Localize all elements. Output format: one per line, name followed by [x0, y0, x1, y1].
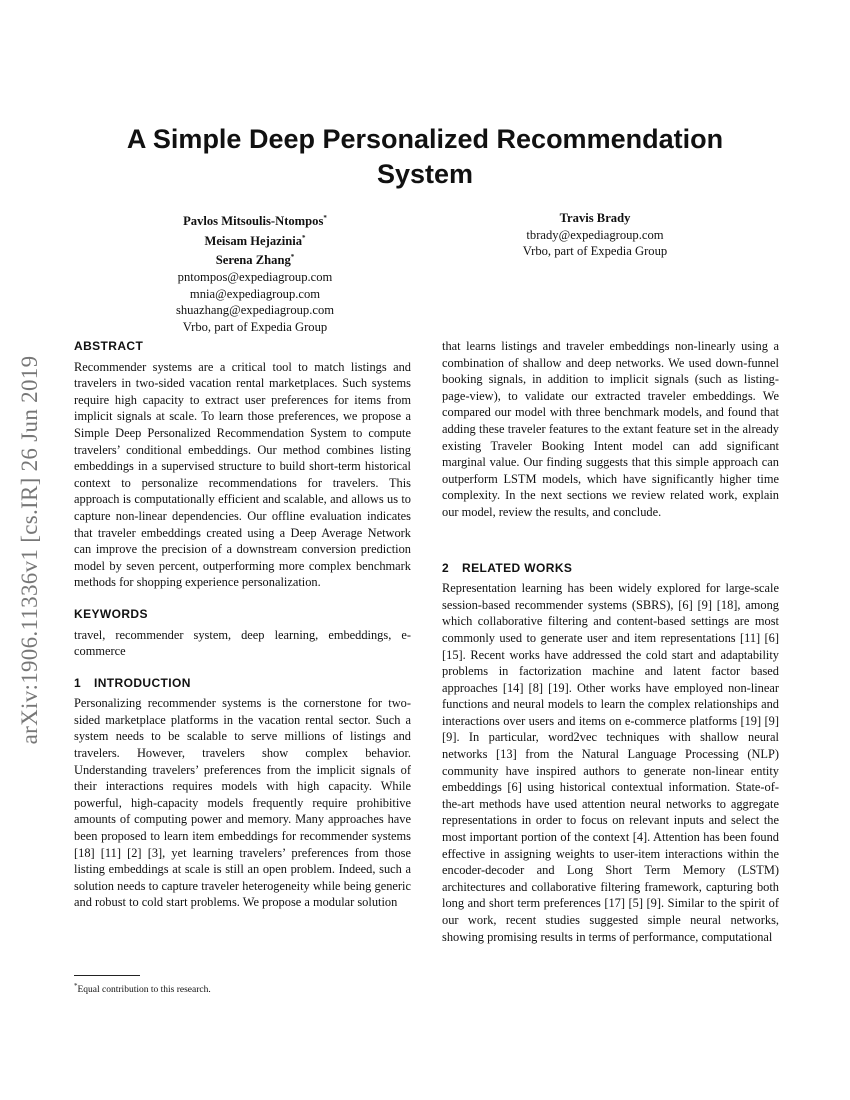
related-works-text: Representation learning has been widely explored for large-scale session-based recommender systems (SBRS), [6] [9] [18], among which collaborative filtering and content-based settings are most commonly used to generate user and item representations [11] [6] [15]. Recent works have addressed the cold start and adaptability problems in factorization machine and latent factor based approaches [14] [8] [19]. Other works have employed non-linear functions and neural models to learn the complex relationships and interactions over users and items on e-commerce platforms [19] [9] [9]. In particular, word2vec techniques with shallow neural networks [13] from the Natural Language Processing (NLP) community have inspired authors to generate non-linear entity embeddings [6] using historical contextual information. State-of-the-art methods have used attention neural networks to aggregate representations in order to focus on relevant inputs and select the most important portion of the context [4]. Attention has been found effective in assigning weights to user-item interactions within the encoder-decoder and Long Short Term Memory (LSTM) architectures and collaborative filtering framework, capturing both long and short term preferences [17] [5] [9]. Similar to the spirit of our work, recent studies suggested simple neural networks, showing promising results in terms of performance, computational [442, 581, 779, 944]
keywords-heading: KEYWORDS [74, 606, 148, 621]
author-name: Serena Zhang* [215, 253, 295, 268]
arxiv-identifier: arXiv:1906.11336v1 [cs.IR] 26 Jun 2019 [17, 355, 42, 745]
author-name: Pavlos Mitsoulis-Ntompos* [183, 214, 327, 229]
author-email: pntompos@expediagroup.com [177, 270, 333, 285]
author-email: mnia@expediagroup.com [189, 286, 321, 301]
footnote: *Equal contribution to this research. [74, 982, 211, 996]
abstract-heading: ABSTRACT [74, 339, 144, 353]
author-email: tbrady@expediagroup.com [526, 227, 664, 242]
paper-title: A Simple Deep Personalized Recommendation System [126, 124, 724, 189]
right-column [442, 338, 779, 945]
introduction-text-continued: that learns listings and traveler embeddings non-linearly using a combination of shallow and deep networks. We used down-funnel booking signals, in addition to implicit signals (such as listing-page-view), to validate our extracted traveler embeddings. We compared our model with three benchmark models, and found that adding these traveler features to the extant feature set in the already existing Traveler Booking Intent model can add significant marginal value. Our finding suggests that this simple approach can outperform LSTM models, which have significantly higher time complexity. In the next sections we review related work, explain our model, review the results, and conclude. [442, 339, 779, 519]
author-email: shuazhang@expediagroup.com [175, 303, 335, 318]
arxiv-sidebar [0, 300, 60, 800]
abstract-text: Recommender systems are a critical tool to match listings and travelers in two-sided vacation rental marketplaces. Such systems require high capacity to extract user preferences for items from implicit signals at scale. To learn those preferences, we propose a Simple Deep Personalized Recommendation System to compute travelers’ conditional embeddings. Our method combines listing embeddings in a supervised structure to build short-term historical context to personalize recommendations for travelers. This approach is computationally efficient and scalable, and allows us to capture non-linear dependencies. Our offline evaluation indicates that traveler embeddings created using a Deep Average Network can improve the precision of a downstream conversion prediction model by seven percent, outperforming more complex benchmark methods for shopping experience personalization. [74, 359, 411, 590]
keywords-text: travel, recommender system, deep learning, embeddings, e-commerce [74, 627, 411, 659]
author-name: Travis Brady [559, 211, 631, 225]
related-works-heading: 2 RELATED WORKS [442, 560, 573, 575]
introduction-text: Personalizing recommender systems is the cornerstone for two-sided marketplace platforms in the vacation rental sector. Such a system needs to be scalable to serve millions of listings and travelers. However, travelers show complex behavior. Understanding travelers’ preferences from the implicit signals of their interactions requires models with high capacity. While powerful, high-capacity models frequently require prohibitive amounts of computing power and memory. Many approaches have been proposed to learn item embeddings for recommender systems [18] [11] [2] [3], yet learning travelers’ preferences from those listing embeddings at scale is still an open problem. Indeed, such a solution needs to capture traveler heterogeneity while being generic and robust to cold start problems. We propose a modular solution [74, 696, 411, 910]
author-affiliation: Vrbo, part of Expedia Group [522, 244, 668, 258]
author-name: Meisam Hejazinia* [204, 233, 306, 248]
author-block-right [475, 210, 715, 260]
introduction-heading: 1 INTRODUCTION [74, 675, 191, 690]
footnote-divider [74, 975, 140, 976]
author-block-left [135, 210, 375, 335]
left-column [74, 338, 411, 911]
author-affiliation: Vrbo, part of Expedia Group [182, 319, 328, 334]
